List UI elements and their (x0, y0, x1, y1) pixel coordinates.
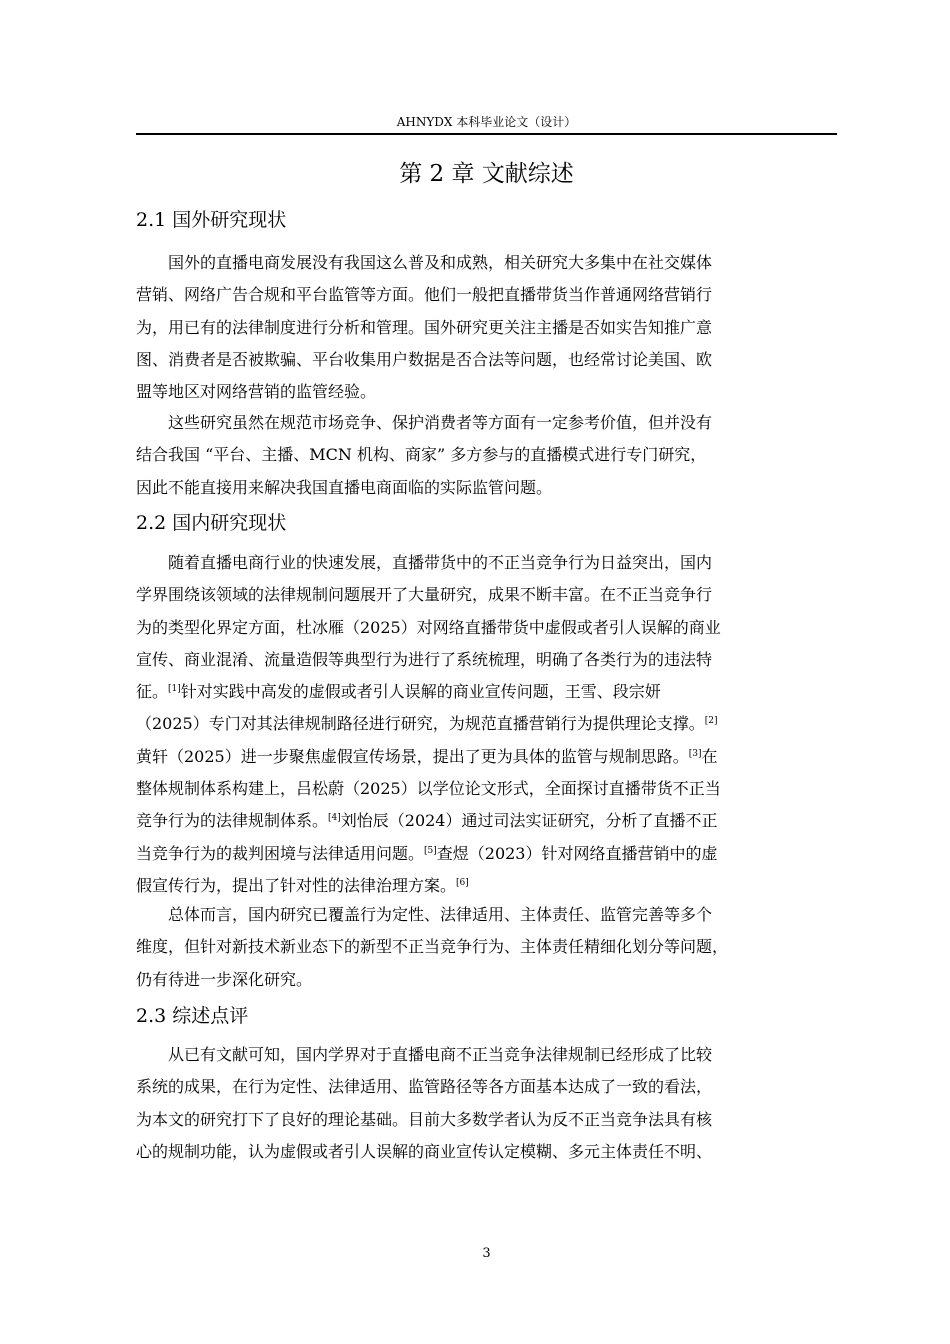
citation-ref: [5] (424, 845, 437, 856)
text-line: 因此不能直接用来解决我国直播电商面临的实际监管问题。 (136, 477, 553, 497)
text-line (136, 838, 837, 870)
text-line (136, 741, 837, 773)
text-fragment: 查煜（2023）针对网络直播营销中的虚 (436, 843, 718, 863)
text-line (136, 870, 837, 902)
text-fragment: 在 (701, 746, 718, 766)
section-title-2-1: 2.1 国外研究现状 (136, 209, 287, 231)
text-fragment: 黄轩（2025）进一步聚焦虚假宣传场景，提出了更为具体的监管与规制思路。 (136, 746, 689, 766)
text-line (136, 708, 837, 740)
paragraph-2-1-a (136, 247, 837, 408)
text-line: 整体规制体系构建上，吕松蔚（2025）以学位论文形式，全面探讨直播带货不正当 (136, 779, 721, 799)
header-divider (136, 133, 837, 135)
text-line: 营销、网络广告合规和平台监管等方面。他们一般把直播带货当作普通网络营销行 (136, 285, 713, 305)
text-line: 学界围绕该领域的法律规制问题展开了大量研究，成果不断丰富。在不正当竞争行 (136, 585, 713, 605)
running-header: AHNYDX 本科毕业论文（设计） (396, 115, 577, 129)
text-line: 为的类型化界定方面，杜冰雁（2025）对网络直播带货中虚假或者引人误解的商业 (136, 617, 721, 637)
text-fragment: 征。 (136, 682, 169, 702)
text-line: 为，用已有的法律制度进行分析和管理。国外研究更关注主播是否如实告知推广意 (136, 317, 713, 337)
text-line: 系统的成果，在行为定性、法律适用、监管路径等各方面基本达成了一致的看法， (136, 1077, 713, 1097)
section-title-2-3: 2.3 综述点评 (136, 1005, 249, 1027)
text-fragment: （2025）专门对其法律规制路径进行研究，为规范直播营销行为提供理论支撑。 (136, 714, 705, 734)
text-line: 图、消费者是否被欺骗、平台收集用户数据是否合法等问题，也经常讨论美国、欧 (136, 349, 713, 369)
text-line: 结合我国 “平台、主播、MCN 机构、商家” 多方参与的直播模式进行专门研究， (136, 445, 707, 465)
citation-ref: [1] (168, 684, 181, 695)
page-number: 3 (482, 1246, 491, 1261)
citation-ref: [3] (688, 748, 702, 759)
section-title-2-2: 2.2 国内研究现状 (136, 512, 287, 534)
text-fragment: 竞争行为的法律规制体系。 (136, 811, 329, 831)
text-fragment: 假宣传行为，提出了针对性的法律治理方案。 (136, 875, 457, 895)
text-line: 总体而言，国内研究已覆盖行为定性、法律适用、主体责任、监管完善等多个 (168, 905, 713, 924)
paragraph-2-1-b (136, 407, 837, 504)
text-line: 盟等地区对网络营销的监管经验。 (136, 382, 377, 402)
text-line: 为本文的研究打下了良好的理论基础。目前大多数学者认为反不正当竞争法具有核 (136, 1109, 713, 1129)
text-line: 心的规制功能，认为虚假或者引人误解的商业宣传认定模糊、多元主体责任不明、 (136, 1141, 713, 1161)
citation-ref: [2] (704, 716, 718, 727)
text-line: 仍有待进一步深化研究。 (136, 969, 313, 989)
text-line (136, 805, 837, 837)
text-fragment: 刘怡辰（2024）通过司法实证研究，分析了直播不正 (340, 811, 718, 831)
chapter-title: 第 2 章 文献综述 (399, 161, 574, 187)
text-line: 国外的直播电商发展没有我国这么普及和成熟，相关研究大多集中在社交媒体 (168, 253, 713, 272)
text-line: 这些研究虽然在规范市场竞争、保护消费者等方面有一定参考价值，但并没有 (168, 413, 713, 432)
paragraph-2-2-a (136, 547, 837, 902)
paragraph-2-2-b (136, 899, 837, 996)
text-line (136, 676, 837, 708)
text-line: 从已有文献可知，国内学界对于直播电商不正当竞争法律规制已经形成了比较 (168, 1045, 713, 1064)
text-line: 宣传、商业混淆、流量造假等典型行为进行了系统梳理，明确了各类行为的违法特 (136, 649, 713, 669)
paragraph-2-3-a (136, 1039, 837, 1168)
text-line: 随着直播电商行业的快速发展，直播带货中的不正当竞争行为日益突出，国内 (168, 553, 713, 572)
text-fragment: 当竞争行为的裁判困境与法律适用问题。 (136, 843, 425, 863)
citation-ref: [4] (328, 813, 341, 824)
text-line: 维度，但针对新技术新业态下的新型不正当竞争行为、主体责任精细化划分等问题， (136, 937, 729, 957)
text-fragment: 针对实践中高发的虚假或者引人误解的商业宣传问题，王雪、段宗妍 (180, 682, 661, 702)
citation-ref: [6] (456, 877, 469, 888)
